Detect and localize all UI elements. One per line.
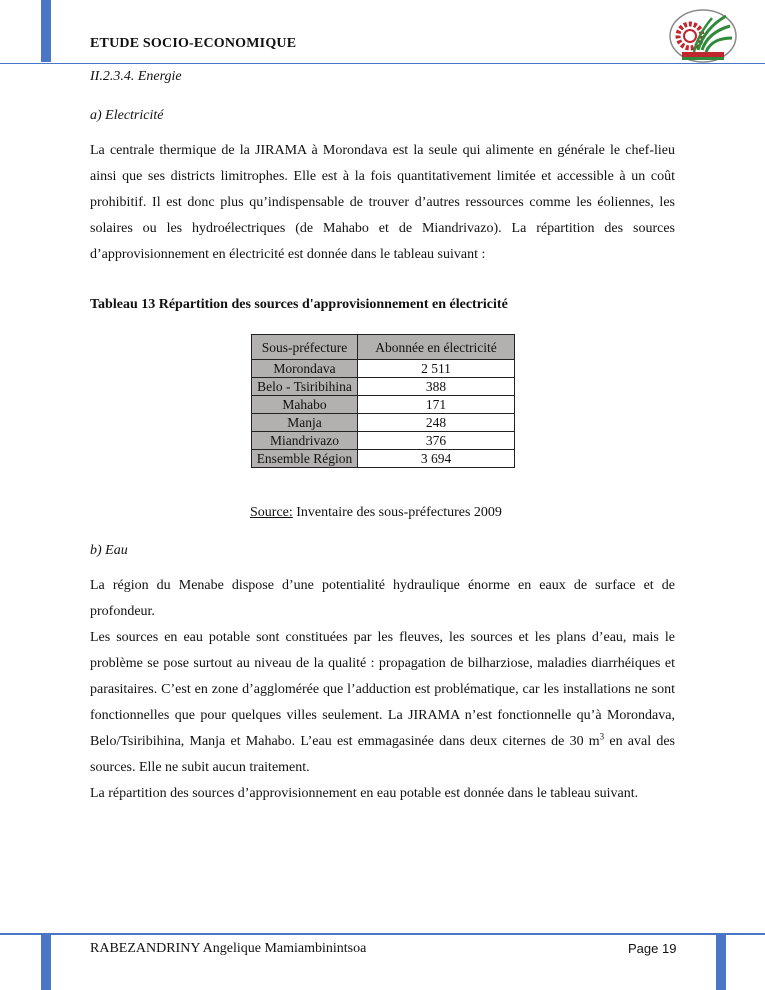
prefecture-cell: Miandrivazo xyxy=(252,432,358,450)
eau-paragraph-1: La région du Menabe dispose d’une potentialité hydraulique énorme en eaux de surface et de profondeur. xyxy=(90,578,675,619)
table-row xyxy=(252,378,515,396)
subscriber-cell: 376 xyxy=(358,432,515,450)
prefecture-cell: Mahabo xyxy=(252,396,358,414)
header-title: ETUDE SOCIO-ECONOMIQUE xyxy=(90,36,297,51)
source-text: Inventaire des sous-préfectures 2009 xyxy=(292,505,502,520)
table-row xyxy=(252,414,515,432)
subscriber-cell: 2 511 xyxy=(358,360,515,378)
section-heading: II.2.3.4. Energie xyxy=(90,69,182,84)
table-row xyxy=(252,396,515,414)
prefecture-cell: Ensemble Région xyxy=(252,450,358,468)
column-header: Abonnée en électricité xyxy=(358,335,515,360)
page-number: Page 19 xyxy=(628,941,677,956)
subsection-eau: b) Eau xyxy=(90,543,128,558)
table-header-row xyxy=(252,335,515,360)
prefecture-cell: Manja xyxy=(252,414,358,432)
prefecture-cell: Belo - Tsiribihina xyxy=(252,378,358,396)
subscriber-cell: 388 xyxy=(358,378,515,396)
footer-accent-bar-right xyxy=(716,934,726,990)
gear-leaf-emblem-logo xyxy=(668,6,738,64)
footer-divider xyxy=(0,933,765,935)
footer-accent-bar-left xyxy=(41,934,51,990)
eau-paragraph-3: La répartition des sources d’approvisionnement en eau potable est donnée dans le tableau suivant. xyxy=(90,786,639,801)
table-row xyxy=(252,360,515,378)
table-row-total xyxy=(252,450,515,468)
header-accent-bar xyxy=(41,0,51,62)
table-source xyxy=(250,505,502,521)
cubic-superscript: 3 xyxy=(599,731,605,742)
subsection-electricite: a) Electricité xyxy=(90,108,164,123)
eau-paragraph-2 xyxy=(90,625,675,781)
header-divider xyxy=(0,63,765,64)
table-caption: Tableau 13 Répartition des sources d'approvisionnement en électricité xyxy=(90,297,508,312)
eau-paragraph-2-end: en aval des sources. Elle ne subit aucun traitement. xyxy=(90,734,675,775)
footer-author: RABEZANDRINY Angelique Mamiambinintsoa xyxy=(90,941,367,956)
subscriber-cell: 248 xyxy=(358,414,515,432)
electricite-paragraph: La centrale thermique de la JIRAMA à Morondava est la seule qui alimente en générale le chef-lieu ainsi que ses districts limitrophes. Elle est à la fois quantitativement limitée et accessible à un coût prohibitif. Il est donc plus qu’indispensable de trouver d’autres ressources comme les éoliennes, les solaires ou les hydroélectriques (de Mahabo et de Miandrivazo). La répartition des sources d’approvisionnement en électricité est donnée dans le tableau suivant : xyxy=(90,143,675,262)
source-label: Source: xyxy=(250,505,293,520)
subscriber-cell: 171 xyxy=(358,396,515,414)
table-row xyxy=(252,432,515,450)
prefecture-cell: Morondava xyxy=(252,360,358,378)
column-header: Sous-préfecture xyxy=(252,335,358,360)
eau-paragraph-2-text: Les sources en eau potable sont constituées par les fleuves, les sources et les plans d’eau, mais le problème se pose surtout au niveau de la qualité : propagation de bilharziose, maladies diarrhéiques et parasitaires. C’est en zone d’agglomérée que l’adduction est problématique, car les installations ne sont fonctionnelles que pour quelques villes seulement. La JIRAMA n’est fonctionnelle qu’à Morondava, Belo/Tsiribihina, Manja et Mahabo. L’eau est emmagasinée dans deux citernes de 30 m xyxy=(90,630,675,749)
subscriber-cell: 3 694 xyxy=(358,450,515,468)
electricity-table xyxy=(251,334,515,468)
